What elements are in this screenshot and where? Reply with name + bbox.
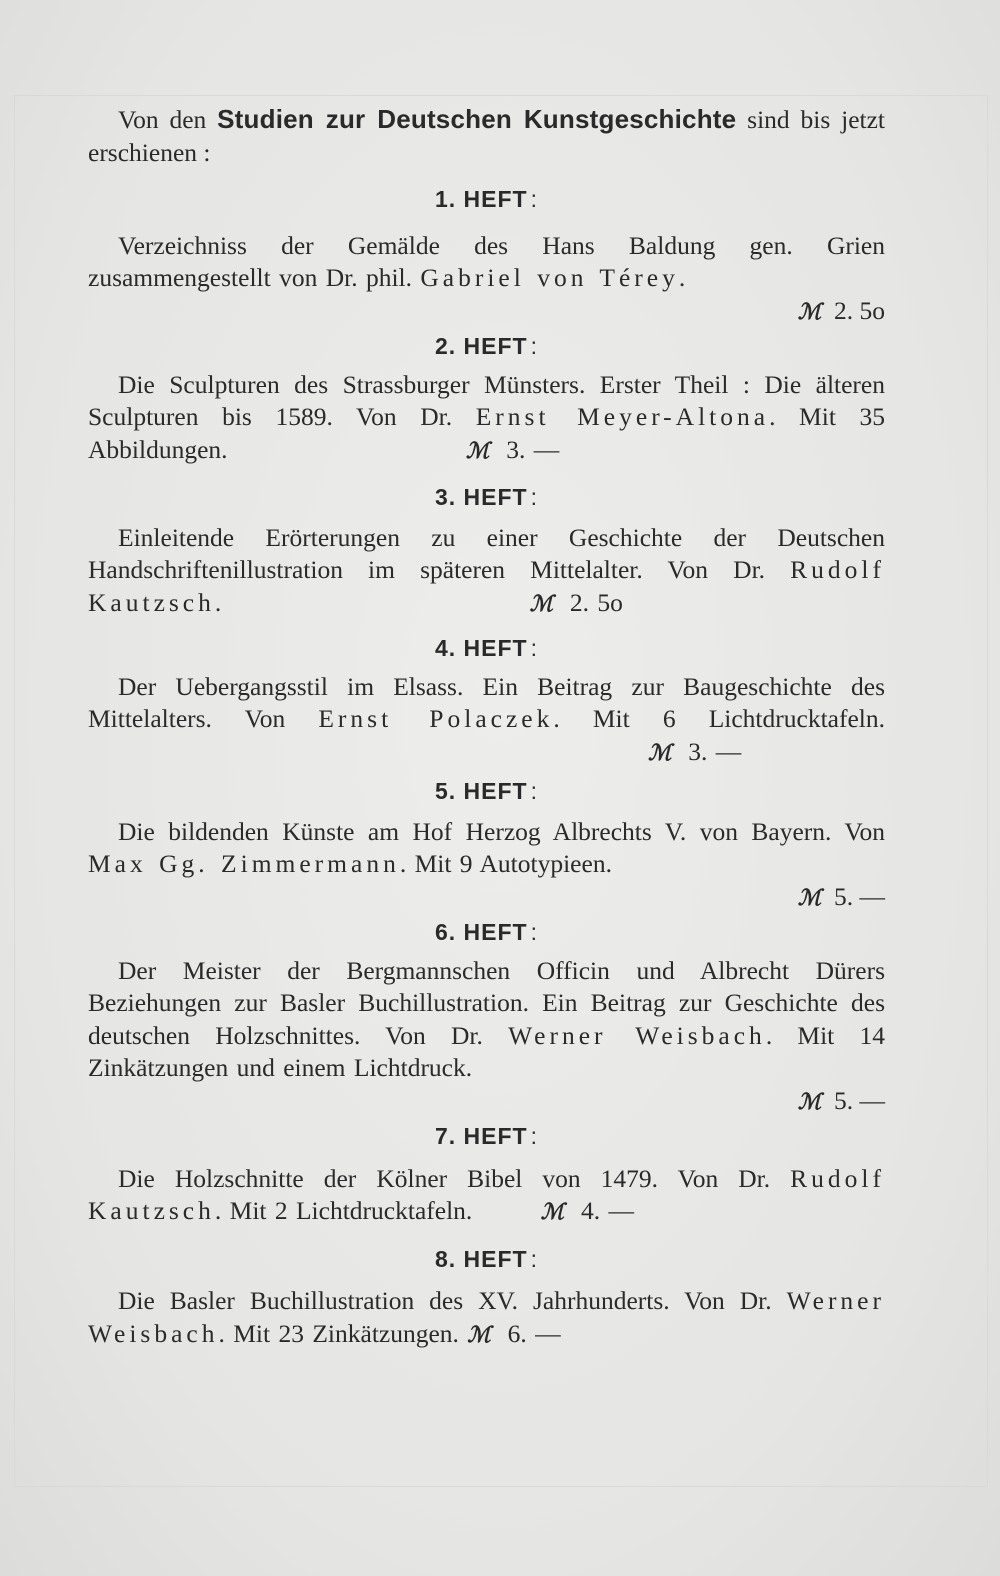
heft-title: 5. HEFT : xyxy=(434,778,538,804)
heft-description: Die Holzschnitte der Kölner Bibel von 1479. Von Dr. Rudolf Kautzsch. Mit 2 Lichtdrucktafeln. ℳ 4. — xyxy=(88,1163,885,1225)
heft-1 xyxy=(88,183,885,328)
mark-sign-icon: ℳ xyxy=(465,437,490,464)
heft-title: 7. HEFT : xyxy=(434,1123,538,1149)
mark-sign-icon: ℳ xyxy=(797,298,822,325)
announcement xyxy=(88,103,885,1351)
heft-author: Rudolf Kautzsch xyxy=(88,555,885,617)
heft-author: Werner Weisbach xyxy=(508,1020,766,1050)
heft-description: Die bildenden Künste am Hof Herzog Albrechts V. von Bayern. Von Max Gg. Zimmermann. Mit 9 Autotypieen. xyxy=(88,816,885,878)
intro-suffix: sind bis jetzt erschienen : xyxy=(88,105,886,167)
heft-description: Die Sculpturen des Strassburger Münsters. Erster Theil : Die älteren Sculpturen bis 1589. Von Dr. Ernst Meyer-Altona. Mit 35 Abbildungen. ℳ 3. — xyxy=(88,369,886,464)
heft-description: Verzeichniss der Gemälde des Hans Baldung gen. Grien zusammengestellt von Dr. phil. Gabriel von Térey. xyxy=(88,230,885,292)
heft-author: Werner Weisbach xyxy=(88,1286,885,1348)
heft-author: Gabriel von Térey xyxy=(420,263,679,292)
heft-title: 8. HEFT : xyxy=(434,1245,538,1272)
heft-author: Rudolf Kautzsch xyxy=(88,1163,885,1225)
heft-author: Ernst Polaczek xyxy=(318,704,554,733)
heft-author: Max Gg. Zimmermann xyxy=(88,849,400,878)
heft-price: ℳ 2. 5o xyxy=(529,587,623,617)
heft-price: ℳ 3. — xyxy=(465,434,560,464)
heft-price: ℳ 2. 5o xyxy=(797,295,885,325)
heft-price: ℳ 3. — xyxy=(648,736,742,766)
heft-7 xyxy=(88,1120,885,1229)
heft-title: 2. HEFT : xyxy=(434,333,538,359)
heft-price: ℳ 6. — xyxy=(467,1318,561,1348)
intro-prefix: Von den xyxy=(118,105,218,134)
heft-description: Die Basler Buchillustration des XV. Jahrhunderts. Von Dr. Werner Weisbach. Mit 23 Zinkätzungen. ℳ 6. — xyxy=(88,1286,885,1348)
series-title: Studien zur Deutschen Kunstgeschichte xyxy=(217,104,737,134)
mark-sign-icon: ℳ xyxy=(467,1321,491,1348)
heft-title: 1. HEFT : xyxy=(434,186,538,212)
heft-title: 3. HEFT : xyxy=(434,484,538,510)
heft-5 xyxy=(88,775,885,914)
mark-sign-icon: ℳ xyxy=(540,1199,565,1225)
intro-paragraph xyxy=(88,103,885,169)
heft-3 xyxy=(88,481,885,620)
heft-8 xyxy=(88,1243,885,1352)
heft-author: Ernst Meyer-Altona xyxy=(475,402,770,431)
mark-sign-icon: ℳ xyxy=(529,590,554,617)
heft-2 xyxy=(88,330,885,467)
mark-sign-icon: ℳ xyxy=(797,884,822,911)
heft-description: Einleitende Erörterungen zu einer Geschichte der Deutschen Handschriftenillustration im späteren Mittelalter. Von Dr. Rudolf Kautzsch. ℳ 2. 5o xyxy=(88,522,885,617)
heft-4 xyxy=(88,632,885,769)
heft-price: ℳ 5. — xyxy=(797,881,885,911)
heft-description: Der Meister der Bergmannschen Officin und Albrecht Dürers Beziehungen zur Basler Buchillustration. Ein Beitrag zur Geschichte des deutschen Holzschnittes. Von Dr. Werner Weisbach. Mit 14 Zinkätzungen und einem Lichtdruck. xyxy=(88,955,886,1082)
heft-price: ℳ 5. — xyxy=(797,1085,885,1115)
heft-description: Der Uebergangsstil im Elsass. Ein Beitrag zur Baugeschichte des Mittelalters. Von Ernst Polaczek. Mit 6 Lichtdrucktafeln. ℳ 3. — xyxy=(88,671,885,766)
heft-title: 4. HEFT : xyxy=(434,635,538,661)
mark-sign-icon: ℳ xyxy=(797,1088,822,1115)
heft-6 xyxy=(88,916,885,1118)
heft-price: ℳ 4. — xyxy=(540,1196,634,1225)
heft-title: 6. HEFT : xyxy=(434,919,538,945)
mark-sign-icon: ℳ xyxy=(648,739,672,766)
